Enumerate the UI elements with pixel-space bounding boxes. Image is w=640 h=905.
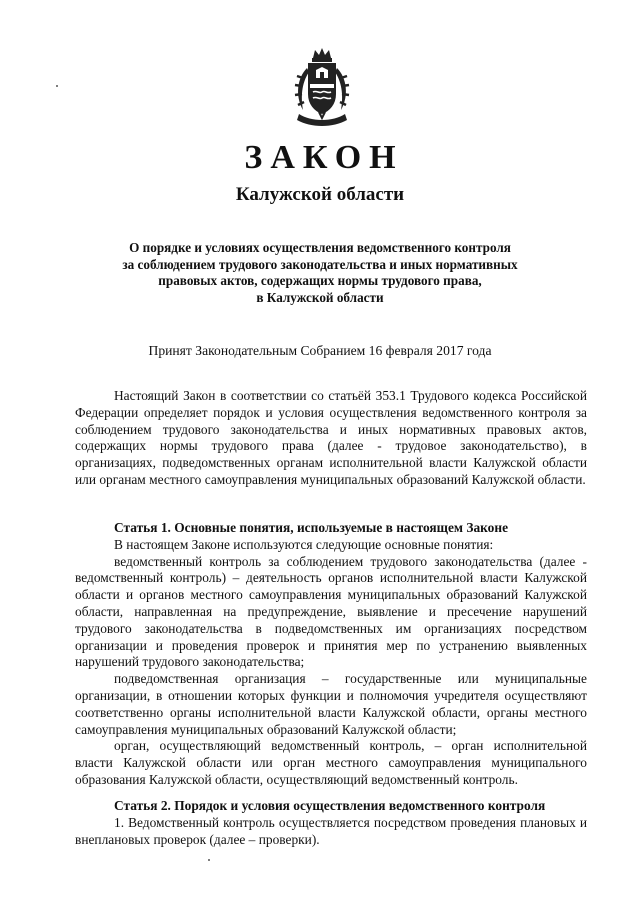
- definition-paragraph: подведомственная организация – государственные или муниципальные организации, в отношении которых функции и полномочия учредителя осуществляют соответственно органы исполнительной власти Калужской области, органы местного самоуправления муниципальных образований Калужской области;: [75, 671, 587, 737]
- coat-of-arms-emblem: [291, 48, 353, 128]
- heading-line: правовых актов, содержащих нормы трудового права,: [158, 273, 482, 288]
- article-1-title: Статья 1. Основные понятия, используемые в настоящем Законе: [114, 520, 509, 535]
- heading-line: в Калужской области: [256, 289, 384, 305]
- heading-line: за соблюдением трудового законодательства и иных нормативных: [122, 256, 518, 272]
- article-2-paragraph-1: 1. Ведомственный контроль осуществляется посредством проведения плановых и внеплановых проверок (далее – проверки).: [75, 814, 587, 847]
- scan-speck: [208, 859, 210, 861]
- heading-line: О порядке и условиях осуществления ведомственного контроля: [129, 240, 511, 255]
- article-2: [75, 798, 587, 848]
- document-title: ЗАКОН: [244, 139, 404, 176]
- adoption-date-line: Принят Законодательным Собранием 16 февраля 2017 года: [148, 343, 492, 358]
- document-subtitle: Калужской области: [235, 184, 405, 205]
- preamble-paragraph: Настоящий Закон в соответствии со статьёй 353.1 Трудового кодекса Российской Федерации определяет порядок и условия осуществления ведомственного контроля за соблюдением трудового законодательства и иных нормативных правовых актов, содержащих нормы трудового права (далее - трудовое законодательство), в организациях, подведомственных органам исполнительной власти Калужской области или органам местного самоуправления муниципальных образований Калужской области.: [75, 388, 587, 487]
- preamble-block: [75, 388, 587, 489]
- article-1-intro: В настоящем Законе используются следующие основные понятия:: [114, 536, 494, 552]
- definition-paragraph: орган, осуществляющий ведомственный контроль, – орган исполнительной власти Калужской области или орган местного самоуправления муниципального образования Калужской области, осуществляющий ведомственный контроль.: [75, 738, 587, 787]
- definition-paragraph: ведомственный контроль за соблюдением трудового законодательства (далее - ведомственный контроль) – деятельность органов исполнительной власти Калужской области и органов местного самоуправления муниципальных образований Калужской области, направленная на предупреждение, выявление и пресечение нарушений трудового законодательства в подведомственных им организациях посредством организации и проведения проверок и принятия мер по устранению выявленных нарушений трудового законодательства;: [75, 553, 587, 670]
- article-2-title: Статья 2. Порядок и условия осуществления ведомственного контроля: [114, 798, 546, 813]
- article-1: [75, 520, 587, 789]
- law-heading: [80, 240, 560, 306]
- scan-speck: [56, 85, 58, 87]
